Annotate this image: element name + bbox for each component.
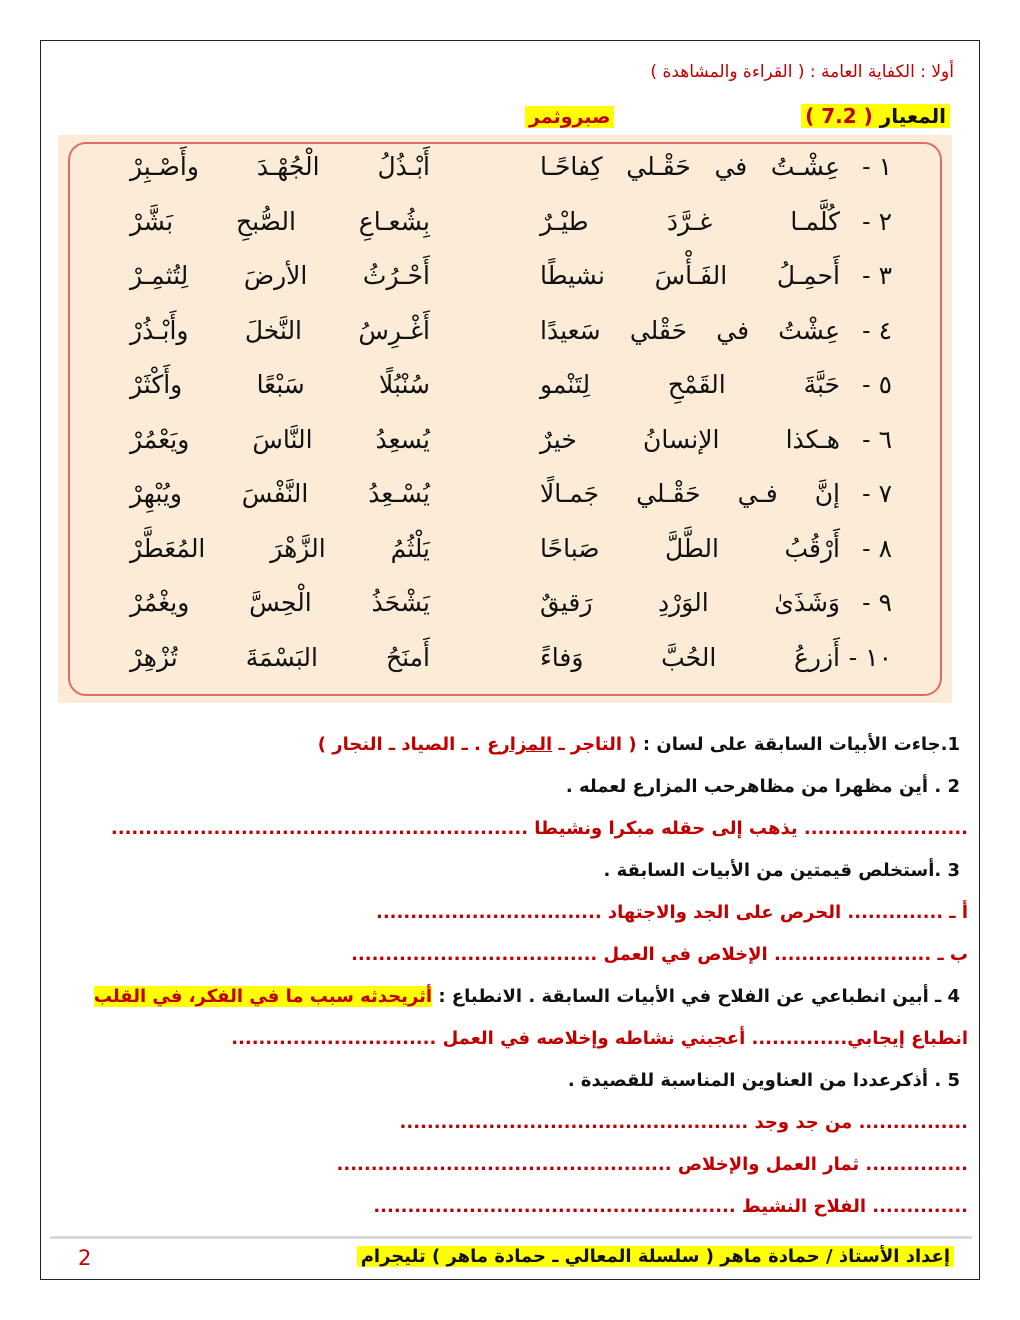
question-2: 2 . أين مظهرا من مظاهرحب المزارع لعمله . xyxy=(565,776,960,797)
standard-word: المعيار xyxy=(879,104,946,128)
verse-second-hemistich: أَبْـذُلُ الْجُهْـدَ وأَصْـبِرْ xyxy=(130,152,430,181)
standard-label xyxy=(801,104,950,128)
question-1-options-open: ( التاجر ـ xyxy=(558,734,637,755)
answer-2: ........................ يذهب إلى حقله مبكرا ونشيطا ............................................................. xyxy=(110,818,968,839)
verse-number: ٦ - xyxy=(862,425,892,454)
verse-second-hemistich: يَشْحَذُ الْحِسَّ ويغْمُرْ xyxy=(130,588,430,617)
verse-first-hemistich: أَحمِـلُ الفَـأْسَ نشيطًا xyxy=(540,261,840,290)
question-1-options-rest: . ـ الصياد ـ النجار ) xyxy=(317,734,481,755)
verse-number: ١٠ - xyxy=(848,643,892,672)
verse-second-hemistich: أَمنَحُ البَسْمَةَ تُزْهِرْ xyxy=(130,643,430,672)
poem-title: صبروثمر xyxy=(525,106,614,128)
verse-second-hemistich: سُنْبُلًا سَبْعًا وأَكْثَرْ xyxy=(130,370,430,399)
verse-number: ٩ - xyxy=(862,588,892,617)
footer-credit: إعداد الأستاذ / حمادة ماهر ( سلسلة المعالي ـ حمادة ماهر ) تليجرام xyxy=(357,1246,954,1267)
verse-second-hemistich: يَلْثُمُ الزَّهْرَ المُعَطَّرْ xyxy=(130,534,430,563)
page-number: 2 xyxy=(78,1246,92,1270)
answer-3b: ب ـ ....................... الإخلاص في العمل .................................... xyxy=(351,944,968,965)
verse-second-hemistich: يُسْـعِدُ النَّفْسَ ويُبْهِرْ xyxy=(130,479,430,508)
verse-first-hemistich: أَزرعُ الحُبَّ وَفاءً xyxy=(540,643,840,672)
question-1 xyxy=(318,734,960,755)
question-1-correct-option: المزارع xyxy=(487,734,553,755)
verse-second-hemistich: يُسعِدُ النَّاسَ ويَعْمُرْ xyxy=(130,425,430,454)
verse-number: ٥ - xyxy=(862,370,892,399)
verse-number: ٣ - xyxy=(862,261,892,290)
verse-first-hemistich: أَرْقُبُ الطَّلَّ صَباحًا xyxy=(540,534,840,563)
verse-number: ٢ - xyxy=(862,207,892,236)
verse-first-hemistich: حَبَّةَ القَمْحِ لِتَنْمو xyxy=(540,370,840,399)
answer-5-title-3: .............. الفلاح النشيط ..................................................... xyxy=(373,1196,968,1217)
answer-3a: أ ـ .............. الحرص على الجد والاجتهاد ................................. xyxy=(376,902,968,923)
verse-number: ٧ - xyxy=(862,479,892,508)
verse-first-hemistich: وَشَذَىٰ الوَرْدِ رَقيقٌ xyxy=(540,588,840,617)
verse-first-hemistich: عِشْتُ في حَقْلي سَعيدًا xyxy=(540,316,840,345)
verse-second-hemistich: بِشُعـاعِ الصُّبحِ بَشَّرْ xyxy=(130,207,430,236)
question-1-text: 1.جاءت الأبيات السابقة على لسان : xyxy=(642,734,960,755)
question-4 xyxy=(94,986,960,1007)
question-3: 3 .أستخلص قيمتين من الأبيات السابقة . xyxy=(603,860,960,881)
verse-number: ١ - xyxy=(862,152,892,181)
verse-first-hemistich: عِشْـتُ في حَقْـلي كِفاحًـا xyxy=(540,152,840,181)
footer-divider xyxy=(50,1236,972,1239)
verse-second-hemistich: أَغْـرِسُ النَّخلَ وأَبْـذُرْ xyxy=(130,316,430,345)
answer-4: انطباع إيجابي.............. أعجبني نشاطه وإخلاصه في العمل .............................. xyxy=(231,1028,968,1049)
answer-5-title-2: ............... ثمار العمل والإخلاص ................................................. xyxy=(336,1154,968,1175)
impression-definition: أثريحدثه سبب ما في الفكر، في القلب xyxy=(93,986,433,1007)
verse-first-hemistich: هـكذا الإنسانُ خيرٌ xyxy=(540,425,840,454)
competency-heading: أولا : الكفاية العامة : ( القراءة والمشاهدة ) xyxy=(650,62,954,82)
verse-number: ٤ - xyxy=(862,316,892,345)
question-4-text: 4 ـ أبين انطباعي عن الفلاح في الأبيات السابقة . الانطباع : xyxy=(438,986,960,1007)
verse-first-hemistich: كُلَّمـا غـرَّدَ طيْـرٌ xyxy=(540,207,840,236)
verse-number: ٨ - xyxy=(862,534,892,563)
question-5: 5 . أذكرعددا من العناوين المناسبة للقصيدة . xyxy=(567,1070,960,1091)
standard-code: ( 7.2 ) xyxy=(805,104,873,128)
verse-second-hemistich: أَحْـرُثُ الأرضَ لِتُثمِـرْ xyxy=(130,261,430,290)
verse-first-hemistich: إنَّ فـي حَقْـلي جَمـالًا xyxy=(540,479,840,508)
answer-5-title-1: ................ من جد وجد ................................................... xyxy=(399,1112,968,1133)
